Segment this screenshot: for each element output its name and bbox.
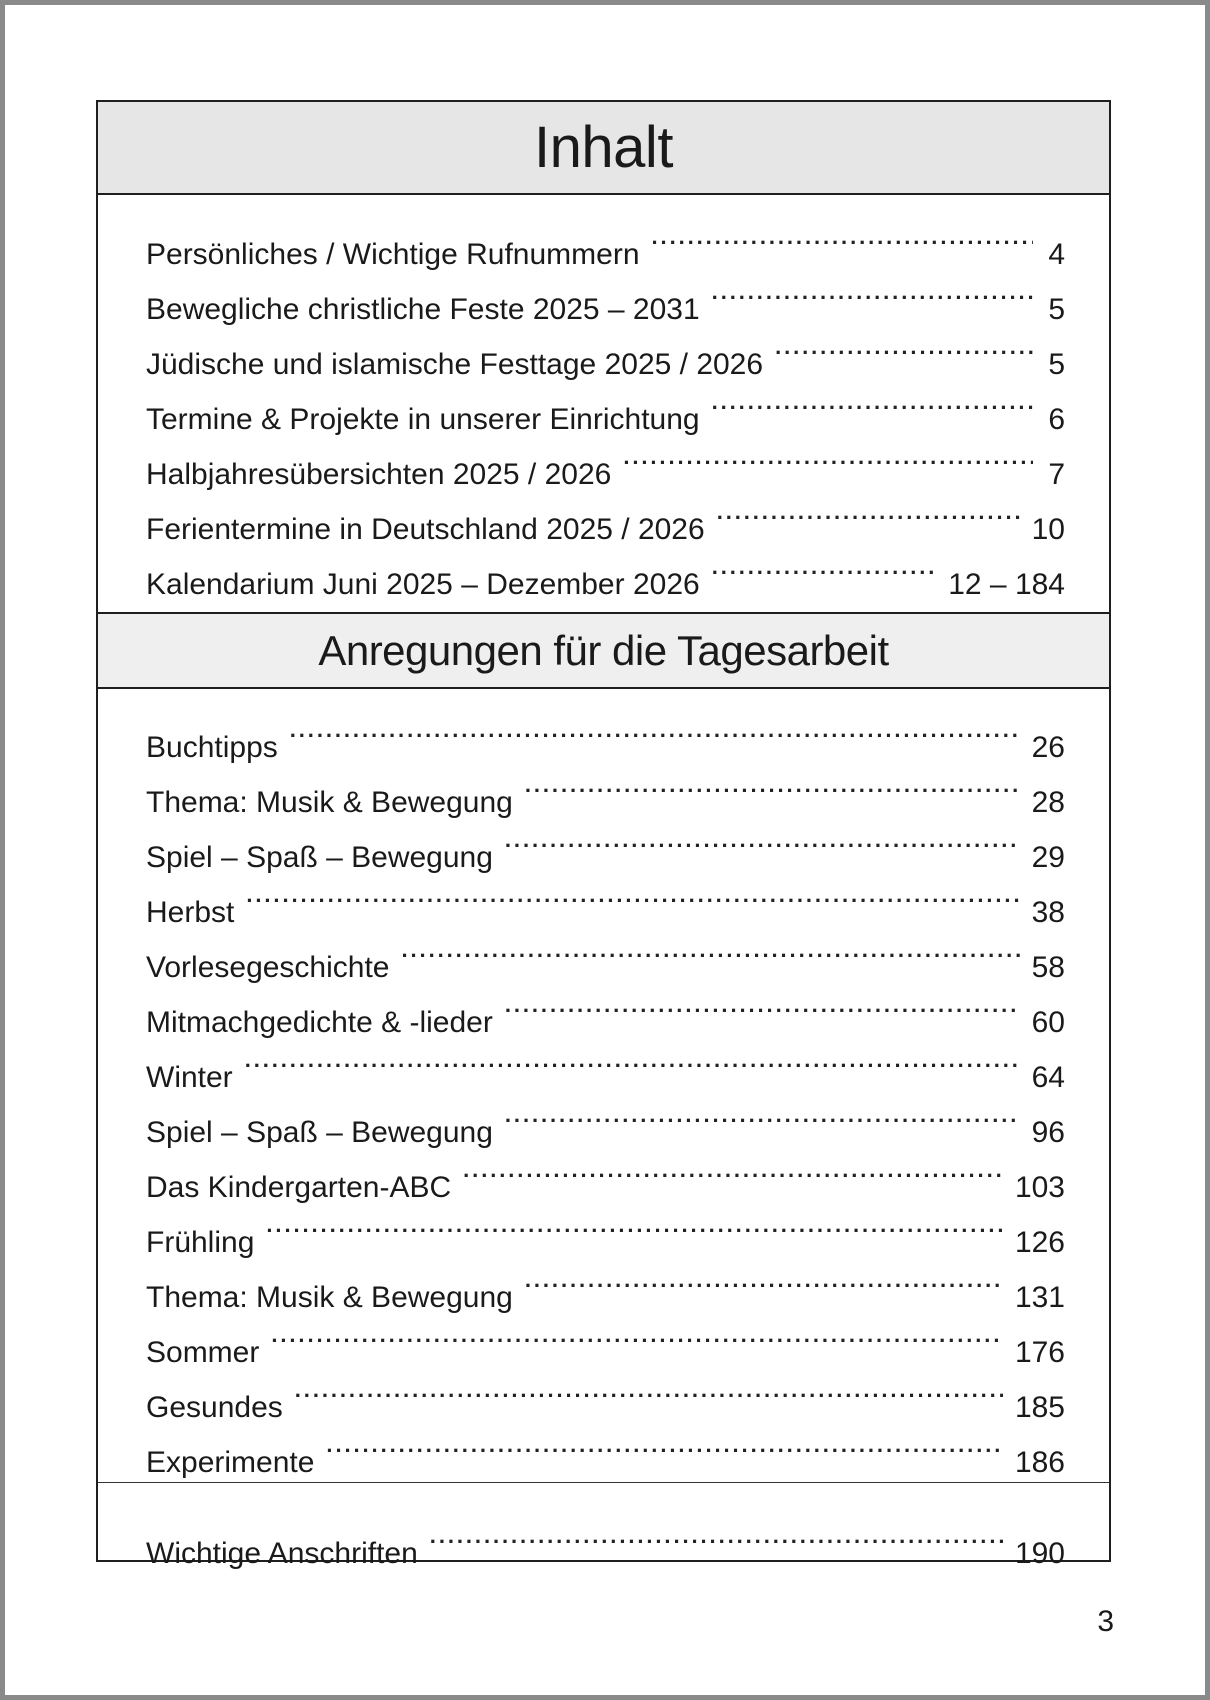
toc-entry[interactable] [146, 1307, 1065, 1369]
dot-leader [652, 209, 1033, 264]
entry-label: Kalendarium Juni 2025 – Dezember 2026 [146, 568, 700, 601]
entry-page: 38 [1031, 896, 1065, 929]
entry-label: Thema: Musik & Bewegung [146, 1281, 513, 1314]
entry-page: 5 [1048, 293, 1065, 326]
dot-leader [717, 484, 1020, 539]
dot-leader [505, 977, 1020, 1032]
entry-label: Bewegliche christliche Feste 2025 – 2031 [146, 293, 700, 326]
entry-label: Ferientermine in Deutschland 2025 / 2026 [146, 513, 705, 546]
dot-leader [775, 319, 1033, 374]
dot-leader [623, 429, 1033, 484]
dot-leader [712, 539, 937, 594]
entry-page: 12 – 184 [948, 568, 1065, 601]
dot-leader [245, 1032, 1020, 1087]
entry-page: 96 [1031, 1116, 1065, 1149]
section-divider [98, 1482, 1109, 1483]
entry-label: Halbjahresübersichten 2025 / 2026 [146, 458, 612, 491]
toc-entry[interactable] [146, 209, 1065, 271]
dot-leader [402, 922, 1020, 977]
entry-page: 5 [1048, 348, 1065, 381]
toc-entry[interactable] [146, 1032, 1065, 1094]
entry-page: 29 [1031, 841, 1065, 874]
entry-label: Frühling [146, 1226, 255, 1259]
entry-page: 186 [1014, 1446, 1065, 1479]
entry-label: Jüdische und islamische Festtage 2025 / 2026 [146, 348, 764, 381]
entry-label: Persönliches / Wichtige Rufnummern [146, 238, 640, 271]
toc-entry[interactable] [146, 1362, 1065, 1424]
dot-leader [326, 1417, 1003, 1472]
entry-page: 10 [1031, 513, 1065, 546]
entry-label: Mitmachgedichte & -lieder [146, 1006, 493, 1039]
dot-leader [266, 1197, 1003, 1252]
page-number: 3 [1097, 1605, 1114, 1638]
toc-section-general [146, 209, 1065, 601]
entry-page: 58 [1031, 951, 1065, 984]
entry-page: 28 [1031, 786, 1065, 819]
entry-label: Sommer [146, 1336, 260, 1369]
entry-label: Das Kindergarten-ABC [146, 1171, 452, 1204]
entry-label: Termine & Projekte in unserer Einrichtung [146, 403, 700, 436]
entry-page: 126 [1014, 1226, 1065, 1259]
toc-entry[interactable] [146, 1197, 1065, 1259]
entry-page: 176 [1014, 1336, 1065, 1369]
entry-label: Spiel – Spaß – Bewegung [146, 841, 493, 874]
entry-page: 190 [1014, 1537, 1065, 1570]
toc-entry[interactable] [146, 1252, 1065, 1314]
entry-label: Wichtige Anschriften [146, 1537, 418, 1570]
toc-entry[interactable] [146, 922, 1065, 984]
section-heading-anregungen: Anregungen für die Tagesarbeit [98, 612, 1109, 689]
entry-label: Thema: Musik & Bewegung [146, 786, 513, 819]
dot-leader [525, 757, 1020, 812]
entry-page: 26 [1031, 731, 1065, 764]
entry-label: Buchtipps [146, 731, 278, 764]
entry-page: 131 [1014, 1281, 1065, 1314]
entry-page: 103 [1014, 1171, 1065, 1204]
dot-leader [290, 702, 1020, 757]
entry-page: 6 [1048, 403, 1065, 436]
entry-label: Winter [146, 1061, 233, 1094]
toc-title: Inhalt [98, 102, 1109, 195]
dot-leader [295, 1362, 1003, 1417]
toc-section-anregungen [146, 702, 1065, 1479]
entry-page: 7 [1048, 458, 1065, 491]
dot-leader [430, 1508, 1003, 1563]
dot-leader [505, 812, 1020, 867]
dot-leader [505, 1087, 1020, 1142]
dot-leader [712, 374, 1033, 429]
dot-leader [712, 264, 1033, 319]
toc-entry[interactable] [146, 702, 1065, 764]
table-of-contents [96, 100, 1111, 1570]
entry-page: 64 [1031, 1061, 1065, 1094]
toc-section-addresses [146, 1508, 1065, 1570]
toc-entry[interactable] [146, 1508, 1065, 1570]
entry-label: Vorlesegeschichte [146, 951, 390, 984]
toc-entry[interactable] [146, 1087, 1065, 1149]
toc-entry[interactable] [146, 867, 1065, 929]
entry-label: Experimente [146, 1446, 315, 1479]
dot-leader [463, 1142, 1003, 1197]
dot-leader [525, 1252, 1003, 1307]
entry-page: 4 [1048, 238, 1065, 271]
entry-page: 60 [1031, 1006, 1065, 1039]
entry-page: 185 [1014, 1391, 1065, 1424]
entry-label: Herbst [146, 896, 235, 929]
dot-leader [271, 1307, 1003, 1362]
entry-label: Gesundes [146, 1391, 283, 1424]
entry-label: Spiel – Spaß – Bewegung [146, 1116, 493, 1149]
dot-leader [246, 867, 1019, 922]
